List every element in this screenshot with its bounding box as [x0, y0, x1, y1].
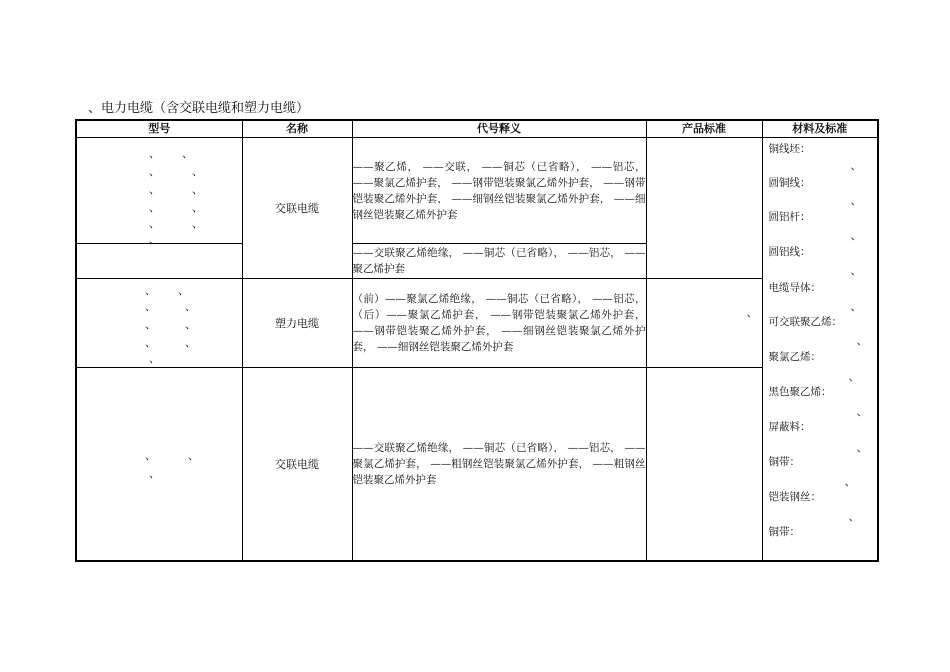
code-desc-2: ——交联聚乙烯绝缘， ——铜芯（已省略）， ——铝芯， ——聚乙烯护套 [352, 244, 646, 279]
header-material: 材料及标准 [762, 120, 878, 138]
mark: 、 [182, 147, 193, 160]
cable-spec-table [75, 119, 879, 562]
table-row [76, 138, 878, 244]
material-item: 圆铜线： [768, 177, 811, 189]
standard-cell-3 [646, 368, 762, 561]
material-item: 聚氯乙烯： [768, 351, 821, 363]
mark: 、 [192, 217, 203, 230]
mark: 、 [850, 264, 862, 277]
material-item: 铜带： [768, 526, 800, 538]
mark: 、 [149, 467, 160, 480]
mark: 、 [192, 165, 203, 178]
material-item: 铜线坯： [768, 143, 811, 155]
code-desc-4: ——交联聚乙烯绝缘， ——铜芯（已省略）， ——铝芯， ——聚氯乙烯护套， ——粗钢丝铠装聚氯乙烯外护套， ——粗钢丝铠装聚乙烯外护套 [352, 368, 646, 561]
material-item: 圆铝线： [768, 246, 811, 258]
header-standard: 产品标准 [646, 120, 762, 138]
model-cell-2 [76, 244, 242, 279]
model-cell-4 [76, 368, 242, 561]
material-item: 铠装钢丝： [768, 491, 821, 503]
product-name-xlpe: 交联电缆 [242, 138, 352, 279]
model-cell-1 [76, 138, 242, 244]
mark: 、 [746, 306, 758, 319]
standard-cell-1 [646, 138, 762, 279]
header-code: 代号释义 [352, 120, 646, 138]
code-desc-1: ——聚乙烯， ——交联， ——铜芯（已省略）， ——铝芯， ——聚氯乙烯护套， ——钢带铠装聚氯乙烯外护套， ——钢带铠装聚乙烯外护套， ——细钢丝铠装聚氯乙烯外护套， ——细钢丝铠装聚乙烯外护套 [352, 138, 646, 244]
mark: 、 [848, 370, 860, 383]
product-name-pvc: 塑力电缆 [242, 279, 352, 368]
mark: 、 [188, 449, 199, 462]
material-cell [762, 138, 878, 561]
mark: 、 [149, 233, 160, 246]
mark: 、 [844, 475, 856, 488]
mark: 、 [856, 334, 868, 347]
mark: 、 [850, 300, 862, 313]
table-row [76, 279, 878, 368]
mark: 、 [149, 147, 160, 160]
mark: 、 [149, 352, 160, 365]
mark: 、 [178, 284, 189, 297]
table-row [76, 368, 878, 561]
material-item: 黑色聚乙烯： [768, 386, 832, 398]
mark: 、 [850, 159, 862, 172]
header-name: 名称 [242, 120, 352, 138]
model-cell-3 [76, 279, 242, 368]
mark: 、 [145, 336, 156, 349]
mark: 、 [848, 510, 860, 523]
table-header-row [76, 120, 878, 138]
mark: 、 [192, 183, 203, 196]
mark: 、 [145, 300, 156, 313]
section-title: 、电力电缆（含交联电缆和塑力电缆） [88, 101, 310, 116]
mark: 、 [856, 441, 868, 454]
material-item: 铜带： [768, 456, 800, 468]
mark: 、 [850, 194, 862, 207]
mark: 、 [149, 217, 160, 230]
mark: 、 [185, 318, 196, 331]
mark: 、 [149, 183, 160, 196]
material-item: 屏蔽料： [768, 421, 811, 433]
mark: 、 [145, 284, 156, 297]
code-desc-3: （前）——聚氯乙烯绝缘， ——铜芯（已省略）， ——铝芯， （后）——聚氯乙烯护套， ——钢带铠装聚氯乙烯外护套， ——钢带铠装聚乙烯外护套， ——细钢丝铠装聚氯乙烯外护套， ——细钢丝铠装聚乙烯外护套 [352, 279, 646, 368]
mark: 、 [850, 229, 862, 242]
material-item: 电缆导体： [768, 282, 821, 294]
mark: 、 [149, 201, 160, 214]
header-model: 型号 [76, 120, 242, 138]
product-name-xlpe-2: 交联电缆 [242, 368, 352, 561]
mark: 、 [185, 336, 196, 349]
mark: 、 [145, 449, 156, 462]
mark: 、 [185, 300, 196, 313]
mark: 、 [149, 165, 160, 178]
standard-cell-2 [646, 279, 762, 368]
mark: 、 [192, 201, 203, 214]
material-item: 圆铝杆： [768, 211, 811, 223]
material-item: 可交联聚乙烯： [768, 316, 842, 328]
mark: 、 [856, 405, 868, 418]
mark: 、 [145, 318, 156, 331]
